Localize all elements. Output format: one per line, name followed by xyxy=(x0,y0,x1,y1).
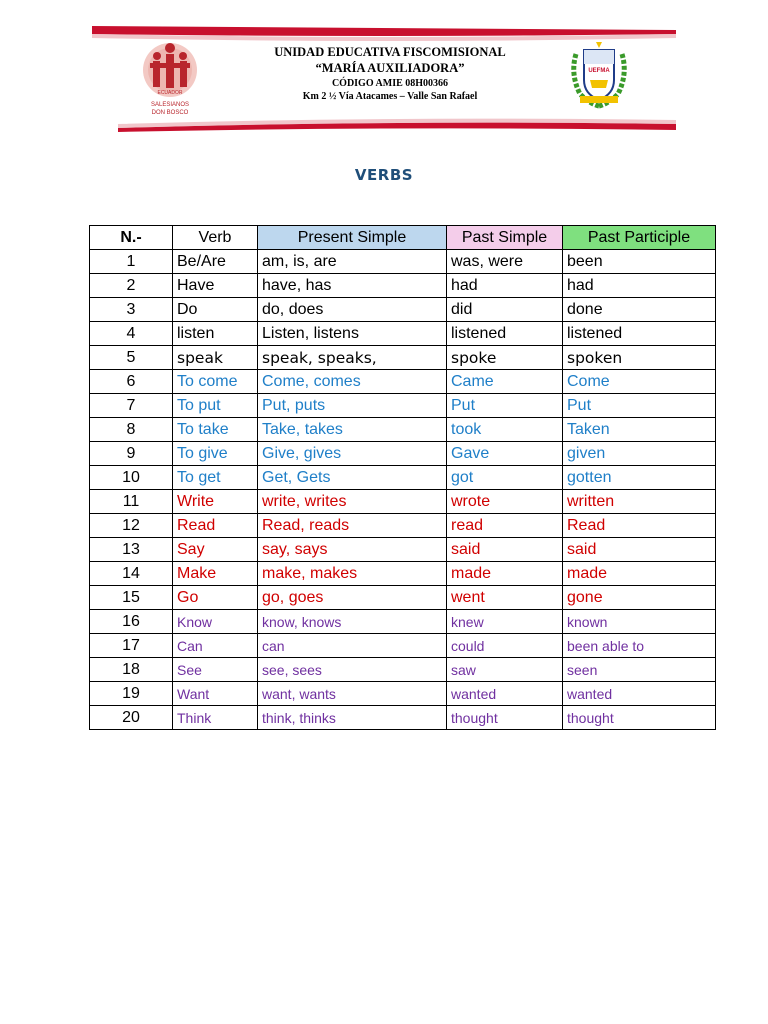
cell-present: write, writes xyxy=(258,490,447,514)
table-row xyxy=(90,682,716,706)
header-present-simple: Present Simple xyxy=(258,226,447,250)
cell-number: 9 xyxy=(90,442,173,466)
cell-present: make, makes xyxy=(258,562,447,586)
cell-participle: gotten xyxy=(563,466,716,490)
header-past-participle: Past Participle xyxy=(563,226,716,250)
cell-number: 2 xyxy=(90,274,173,298)
logo-donbosco-text: DON BOSCO xyxy=(151,110,189,116)
cell-participle: given xyxy=(563,442,716,466)
cell-number: 7 xyxy=(90,394,173,418)
cell-present: Listen, listens xyxy=(258,322,447,346)
cell-verb: Know xyxy=(173,610,258,634)
cell-present: want, wants xyxy=(258,682,447,706)
cell-present: think, thinks xyxy=(258,706,447,730)
school-name: “MARÍA AUXILIADORA” xyxy=(315,61,465,75)
cell-number: 19 xyxy=(90,682,173,706)
cell-number: 6 xyxy=(90,370,173,394)
school-crest-icon xyxy=(566,40,632,110)
table-header-row xyxy=(90,226,716,250)
cell-number: 16 xyxy=(90,610,173,634)
cell-verb: Can xyxy=(173,634,258,658)
cell-past: saw xyxy=(447,658,563,682)
cell-past: read xyxy=(447,514,563,538)
cell-past: could xyxy=(447,634,563,658)
cell-verb: Do xyxy=(173,298,258,322)
salesianos-logo xyxy=(140,36,204,118)
cell-number: 10 xyxy=(90,466,173,490)
table-row xyxy=(90,346,716,370)
cell-number: 13 xyxy=(90,538,173,562)
cell-past: Put xyxy=(447,394,563,418)
cell-present: can xyxy=(258,634,447,658)
cell-present: Give, gives xyxy=(258,442,447,466)
cell-past: Came xyxy=(447,370,563,394)
table-row xyxy=(90,610,716,634)
cell-past: got xyxy=(447,466,563,490)
cell-number: 4 xyxy=(90,322,173,346)
cell-number: 3 xyxy=(90,298,173,322)
cell-past: knew xyxy=(447,610,563,634)
cell-number: 12 xyxy=(90,514,173,538)
cell-verb: To come xyxy=(173,370,258,394)
cell-past: wanted xyxy=(447,682,563,706)
table-row xyxy=(90,370,716,394)
cell-verb: Make xyxy=(173,562,258,586)
table-row xyxy=(90,466,716,490)
table-row xyxy=(90,538,716,562)
table-row xyxy=(90,562,716,586)
cell-present: go, goes xyxy=(258,586,447,610)
logo-ecuador-text: ECUADOR xyxy=(157,90,183,96)
verbs-table xyxy=(89,225,716,730)
cell-number: 20 xyxy=(90,706,173,730)
cell-verb: speak xyxy=(173,346,258,370)
cell-past: had xyxy=(447,274,563,298)
cell-verb: Want xyxy=(173,682,258,706)
table-row xyxy=(90,586,716,610)
cell-number: 14 xyxy=(90,562,173,586)
cell-participle: wanted xyxy=(563,682,716,706)
cell-number: 18 xyxy=(90,658,173,682)
cell-past: listened xyxy=(447,322,563,346)
cell-present: Read, reads xyxy=(258,514,447,538)
cell-participle: Taken xyxy=(563,418,716,442)
page-title: VERBS xyxy=(354,166,414,184)
cell-past: took xyxy=(447,418,563,442)
cell-participle: listened xyxy=(563,322,716,346)
cell-participle: been xyxy=(563,250,716,274)
cell-present: Take, takes xyxy=(258,418,447,442)
header-number: N.- xyxy=(90,226,173,250)
cell-past: went xyxy=(447,586,563,610)
cell-number: 17 xyxy=(90,634,173,658)
table-row xyxy=(90,442,716,466)
cell-number: 1 xyxy=(90,250,173,274)
table-row xyxy=(90,322,716,346)
header-past-simple: Past Simple xyxy=(447,226,563,250)
crest-text: UEFMA xyxy=(588,68,610,74)
school-address: Km 2 ½ Vía Atacames – Valle San Rafael xyxy=(302,91,478,102)
table-row xyxy=(90,634,716,658)
cell-present: say, says xyxy=(258,538,447,562)
cell-present: Get, Gets xyxy=(258,466,447,490)
cell-past: wrote xyxy=(447,490,563,514)
cell-past: Gave xyxy=(447,442,563,466)
cell-participle: made xyxy=(563,562,716,586)
cell-participle: gone xyxy=(563,586,716,610)
table-row xyxy=(90,418,716,442)
cell-present: see, sees xyxy=(258,658,447,682)
cell-past: made xyxy=(447,562,563,586)
table-row xyxy=(90,274,716,298)
cell-participle: known xyxy=(563,610,716,634)
cell-participle: thought xyxy=(563,706,716,730)
cell-verb: Go xyxy=(173,586,258,610)
cell-participle: been able to xyxy=(563,634,716,658)
cell-number: 11 xyxy=(90,490,173,514)
cell-present: Put, puts xyxy=(258,394,447,418)
cell-participle: Put xyxy=(563,394,716,418)
school-code: CÓDIGO AMIE 08H00366 xyxy=(331,78,449,89)
cell-verb: Write xyxy=(173,490,258,514)
header-verb: Verb xyxy=(173,226,258,250)
table-row xyxy=(90,658,716,682)
table-row xyxy=(90,490,716,514)
cell-past: was, were xyxy=(447,250,563,274)
logo-salesianos-text: SALESIANOS xyxy=(150,102,190,108)
cell-participle: spoken xyxy=(563,346,716,370)
cell-verb: listen xyxy=(173,322,258,346)
cell-present: am, is, are xyxy=(258,250,447,274)
cell-number: 15 xyxy=(90,586,173,610)
cell-past: thought xyxy=(447,706,563,730)
cell-verb: See xyxy=(173,658,258,682)
cell-participle: done xyxy=(563,298,716,322)
cell-present: do, does xyxy=(258,298,447,322)
cell-verb: Read xyxy=(173,514,258,538)
cell-participle: seen xyxy=(563,658,716,682)
cell-participle: Come xyxy=(563,370,716,394)
cell-participle: had xyxy=(563,274,716,298)
cell-participle: said xyxy=(563,538,716,562)
table-row xyxy=(90,514,716,538)
cell-past: did xyxy=(447,298,563,322)
table-row xyxy=(90,250,716,274)
cell-number: 5 xyxy=(90,346,173,370)
cell-verb: Say xyxy=(173,538,258,562)
school-line: UNIDAD EDUCATIVA FISCOMISIONAL xyxy=(274,45,506,59)
cell-verb: To put xyxy=(173,394,258,418)
cell-present: have, has xyxy=(258,274,447,298)
cell-participle: Read xyxy=(563,514,716,538)
cell-past: spoke xyxy=(447,346,563,370)
cell-verb: To take xyxy=(173,418,258,442)
cell-present: Come, comes xyxy=(258,370,447,394)
school-header xyxy=(230,44,550,103)
cell-present: speak, speaks, xyxy=(258,346,447,370)
cell-present: know, knows xyxy=(258,610,447,634)
cell-verb: To give xyxy=(173,442,258,466)
cell-verb: To get xyxy=(173,466,258,490)
cell-verb: Be/Are xyxy=(173,250,258,274)
cell-number: 8 xyxy=(90,418,173,442)
cell-verb: Think xyxy=(173,706,258,730)
cell-past: said xyxy=(447,538,563,562)
cell-participle: written xyxy=(563,490,716,514)
table-row xyxy=(90,298,716,322)
cell-verb: Have xyxy=(173,274,258,298)
table-row xyxy=(90,394,716,418)
table-row xyxy=(90,706,716,730)
